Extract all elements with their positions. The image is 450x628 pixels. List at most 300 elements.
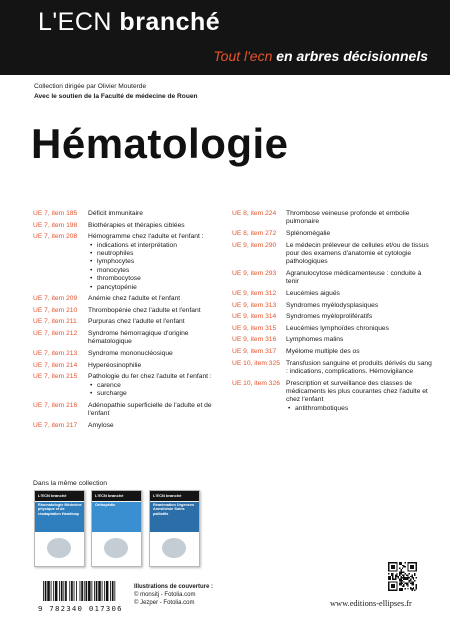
qr-module — [399, 568, 400, 569]
qr-module — [414, 590, 415, 591]
qr-module — [403, 572, 404, 573]
qr-module — [395, 577, 396, 578]
toc-entry — [232, 270, 432, 287]
barcode-bar — [51, 581, 52, 601]
barcode-bar — [114, 581, 115, 601]
qr-module — [414, 573, 415, 574]
qr-module — [407, 585, 408, 586]
toc-entry — [33, 295, 228, 303]
qr-module — [395, 579, 396, 580]
qr-module — [411, 576, 412, 577]
qr-module — [405, 579, 406, 580]
toc-ue-reference: UE 8, item 224 — [232, 210, 277, 217]
qr-module — [388, 579, 389, 580]
toc-ue-reference: UE 7, item 213 — [33, 350, 78, 357]
illustration-credit-1: © monsitj - Fotolia.com — [134, 592, 196, 598]
barcode-bar — [112, 581, 114, 601]
toc-entry — [33, 422, 228, 430]
barcode-bar — [53, 581, 54, 601]
qr-finder-pattern — [391, 565, 395, 569]
isbn: 9 782340 017306 — [38, 604, 123, 613]
toc-ue-reference: UE 10, item 326 — [232, 379, 280, 387]
toc-topic — [88, 330, 228, 347]
collection-label: Dans la même collection — [33, 480, 108, 487]
qr-module — [409, 580, 410, 581]
toc-entry — [232, 348, 432, 356]
book-illustration-shape — [162, 538, 186, 558]
barcode-bar — [59, 581, 60, 601]
barcode-bar — [94, 581, 95, 601]
toc-subtopic: • neutrophiles — [88, 250, 228, 258]
toc-ue-reference: UE 9, item 314 — [232, 313, 277, 321]
illustration-credits-title: Illustrations de couverture : — [134, 584, 214, 590]
barcode-bar — [86, 581, 88, 601]
barcode-bar — [96, 581, 98, 601]
qr-module — [399, 583, 400, 584]
qr-module — [403, 577, 404, 578]
qr-module — [413, 583, 414, 584]
barcode-bar — [102, 581, 103, 601]
barcode-bar — [110, 581, 111, 601]
qr-module — [411, 577, 412, 578]
qr-module — [410, 587, 411, 588]
toc-topic — [286, 336, 432, 344]
qr-module — [402, 568, 403, 569]
toc-subtopic: • indications et interprétation — [88, 242, 228, 250]
qr-module — [394, 579, 395, 580]
qr-module — [388, 573, 389, 574]
toc-ue-reference: UE 9, item 315 — [232, 324, 277, 332]
toc-ue-reference: UE 9, item 316 — [232, 336, 277, 344]
qr-module — [388, 576, 389, 577]
qr-module — [410, 579, 411, 580]
qr-module — [407, 574, 408, 575]
qr-module — [392, 577, 393, 578]
toc-topic — [286, 242, 432, 267]
toc-topic — [88, 233, 228, 292]
book-illustration-shape — [47, 538, 71, 558]
barcode-bar — [65, 581, 67, 601]
qr-module — [402, 583, 403, 584]
qr-module — [411, 581, 412, 582]
qr-module — [399, 580, 400, 581]
toc-entry — [33, 402, 228, 419]
barcode-bar — [81, 581, 83, 601]
toc-ue-reference: UE 7, item 198 — [33, 221, 78, 229]
toc-entry — [33, 307, 228, 315]
toc-entry — [232, 230, 432, 238]
qr-module — [406, 574, 407, 575]
qr-module — [403, 585, 404, 586]
toc-ue-reference: UE 7, item 214 — [33, 361, 78, 369]
toc-entry — [232, 325, 432, 333]
qr-module — [402, 590, 403, 591]
qr-module — [403, 565, 404, 566]
toc-topic — [88, 350, 228, 358]
toc-topic-title: Syndromes myélodysplasiques — [286, 301, 379, 309]
qr-finder-pattern — [391, 584, 395, 588]
qr-module — [405, 588, 406, 589]
qr-module — [414, 580, 415, 581]
toc-topic-title: Purpuras chez l'adulte et l'enfant — [88, 318, 185, 326]
tagline-rest: en arbres décisionnels — [276, 48, 428, 64]
qr-module — [395, 574, 396, 575]
book-title: Réanimation Urgences Anesthésie Soins palliatifs — [153, 503, 195, 516]
toc-ue-reference: UE 7, item 185 — [33, 210, 78, 217]
toc-entry — [33, 222, 228, 230]
qr-module — [400, 579, 401, 580]
qr-module — [411, 574, 412, 575]
barcode-bar — [76, 581, 77, 601]
collection-book-cover — [91, 490, 142, 567]
qr-module — [411, 590, 412, 591]
toc-ue-reference: UE 7, item 208 — [33, 233, 78, 241]
barcode-bar — [88, 581, 91, 601]
toc-entry — [33, 362, 228, 370]
toc-topic — [88, 222, 228, 230]
toc-topic — [88, 307, 228, 315]
barcode-bar — [55, 581, 58, 601]
toc-subtopic: • thrombocytose — [88, 275, 228, 283]
book-illustration — [92, 532, 141, 566]
series-prefix: L'ECN — [38, 8, 112, 36]
book-series-name: L'ECN branché — [153, 493, 182, 498]
credits — [34, 82, 198, 101]
qr-module — [403, 574, 404, 575]
toc-topic-title: Agranulocytose médicamenteuse : conduite à tenir — [286, 270, 422, 286]
qr-code-icon — [388, 562, 417, 591]
qr-module — [402, 577, 403, 578]
qr-module — [400, 562, 401, 563]
toc-topic — [88, 362, 228, 370]
qr-module — [391, 574, 392, 575]
book-title: Orthopédie — [95, 503, 116, 507]
qr-module — [407, 579, 408, 580]
toc-topic-title: Adénopathie superficielle de l'adulte et de l'enfant — [88, 401, 212, 417]
toc-topic — [286, 348, 432, 356]
qr-module — [399, 562, 400, 563]
toc-entry — [33, 233, 228, 292]
toc-topic — [88, 402, 228, 419]
toc-entry — [232, 242, 432, 267]
qr-module — [409, 573, 410, 574]
toc-ue-reference: UE 7, item 217 — [33, 421, 78, 429]
qr-module — [416, 577, 417, 578]
toc-entry — [232, 360, 432, 377]
toc-topic — [286, 313, 432, 321]
qr-module — [406, 577, 407, 578]
book-title: Rhumatologie Médecine physique et de réadaptation Handicap — [38, 503, 82, 516]
qr-module — [411, 583, 412, 584]
qr-module — [400, 563, 401, 564]
toc-entry — [33, 350, 228, 358]
series-bold: branché — [119, 8, 221, 36]
toc-ue-reference: UE 7, item 212 — [33, 330, 78, 337]
toc-ue-reference: UE 9, item 312 — [232, 290, 277, 297]
qr-module — [413, 577, 414, 578]
toc-topic-title: Anémie chez l'adulte et l'enfant — [88, 295, 181, 303]
qr-module — [402, 565, 403, 566]
toc-ue-reference: UE 9, item 313 — [232, 301, 277, 309]
qr-module — [392, 576, 393, 577]
qr-finder-pattern — [410, 565, 414, 569]
toc-subtopic: • surcharge — [88, 390, 228, 398]
qr-module — [413, 588, 414, 589]
barcode-bar — [63, 581, 64, 601]
collection-book-cover — [149, 490, 200, 567]
qr-module — [405, 566, 406, 567]
qr-module — [400, 577, 401, 578]
toc-entry — [33, 318, 228, 326]
toc-topic — [88, 373, 228, 398]
qr-module — [406, 584, 407, 585]
qr-module — [413, 579, 414, 580]
qr-module — [403, 566, 404, 567]
toc-entry — [33, 330, 228, 347]
barcode-bar — [80, 581, 81, 601]
toc-topic-title: Amylose — [88, 421, 114, 429]
book-series-band — [92, 491, 141, 501]
toc-topic-title: Lymphomes malins — [286, 336, 344, 344]
illustration-credits — [134, 583, 213, 607]
qr-module — [400, 590, 401, 591]
qr-module — [402, 572, 403, 573]
book-series-band — [35, 491, 84, 501]
toc-topic — [286, 290, 432, 298]
qr-module — [406, 583, 407, 584]
toc-ue-reference: UE 7, item 216 — [33, 401, 78, 409]
book-illustration — [35, 532, 84, 566]
toc-entry — [232, 313, 432, 321]
toc-topic — [88, 210, 228, 218]
qr-module — [407, 576, 408, 577]
cover-header — [0, 0, 450, 75]
publisher-url[interactable]: www.editions-ellipses.fr — [330, 599, 412, 608]
qr-module — [403, 581, 404, 582]
qr-module — [399, 573, 400, 574]
barcode-bar — [84, 581, 85, 601]
toc-topic — [88, 422, 228, 430]
qr-module — [402, 588, 403, 589]
qr-module — [399, 579, 400, 580]
toc-entry — [232, 380, 432, 414]
qr-module — [405, 562, 406, 563]
qr-module — [399, 563, 400, 564]
qr-module — [403, 579, 404, 580]
illustration-credit-2: © Jezper - Fotolia.com — [134, 600, 195, 606]
toc-topic-title: Syndrome hémorragique d'origine hématologique — [88, 330, 189, 346]
qr-module — [398, 576, 399, 577]
book-series-name: L'ECN branché — [95, 493, 124, 498]
toc-topic — [286, 210, 432, 227]
qr-module — [413, 584, 414, 585]
qr-module — [411, 588, 412, 589]
qr-module — [403, 584, 404, 585]
toc-ue-reference: UE 9, item 317 — [232, 347, 277, 355]
qr-module — [407, 588, 408, 589]
toc-ue-reference: UE 7, item 210 — [33, 306, 78, 314]
qr-module — [399, 572, 400, 573]
qr-module — [392, 579, 393, 580]
qr-module — [400, 570, 401, 571]
toc-subtopic: • lymphocytes — [88, 258, 228, 266]
qr-module — [391, 573, 392, 574]
toc-topic — [286, 230, 432, 238]
toc-topic — [286, 302, 432, 310]
toc-ue-reference: UE 7, item 211 — [33, 318, 77, 326]
qr-module — [409, 577, 410, 578]
qr-module — [416, 588, 417, 589]
toc-topic — [286, 360, 432, 377]
book-illustration-shape — [104, 538, 128, 558]
toc-topic-title: Splénomégalie — [286, 230, 331, 237]
barcode-bar — [91, 581, 92, 601]
qr-module — [410, 576, 411, 577]
tagline-accent: Tout l'ecn — [213, 48, 273, 64]
qr-module — [410, 588, 411, 589]
credits-support: Avec le soutien de la Faculté de médecine de Rouen — [34, 92, 198, 100]
collection-book-cover — [34, 490, 85, 567]
qr-module — [392, 574, 393, 575]
qr-module — [403, 576, 404, 577]
toc-entry — [232, 210, 432, 227]
toc-left-column — [33, 210, 228, 433]
qr-module — [389, 579, 390, 580]
qr-module — [400, 581, 401, 582]
qr-module — [411, 584, 412, 585]
qr-module — [406, 579, 407, 580]
qr-module — [405, 577, 406, 578]
toc-subtopic: • carence — [88, 382, 228, 390]
qr-module — [416, 584, 417, 585]
barcode-icon — [43, 581, 116, 601]
toc-ue-reference: UE 10, item 325 — [232, 359, 280, 367]
qr-module — [413, 587, 414, 588]
qr-module — [389, 576, 390, 577]
barcode-bar — [104, 581, 105, 601]
qr-module — [407, 584, 408, 585]
qr-module — [400, 572, 401, 573]
qr-module — [392, 573, 393, 574]
barcode-bar — [47, 581, 50, 601]
qr-module — [416, 587, 417, 588]
toc-subtopic: • monocytes — [88, 267, 228, 275]
qr-module — [388, 577, 389, 578]
toc-topic — [286, 270, 432, 287]
toc-entry — [232, 290, 432, 298]
toc-topic-title: Déficit immunitaire — [88, 210, 143, 217]
series-title — [38, 8, 220, 37]
toc-topic-title: Thrombopénie chez l'adulte et l'enfant — [88, 306, 201, 314]
page-title: Hématologie — [31, 120, 289, 167]
qr-module — [396, 573, 397, 574]
qr-module — [405, 573, 406, 574]
toc-entry — [33, 373, 228, 398]
toc-ue-reference: UE 8, item 272 — [232, 230, 277, 237]
tagline — [213, 48, 428, 64]
qr-module — [414, 574, 415, 575]
book-series-band — [150, 491, 199, 501]
toc-ue-reference: UE 7, item 215 — [33, 373, 78, 381]
barcode-bar — [98, 581, 101, 601]
qr-module — [407, 583, 408, 584]
toc-topic-title: Biothérapies et thérapies ciblées — [88, 221, 185, 229]
toc-subtopic: • pancytopénie — [88, 284, 228, 292]
toc-topic — [88, 295, 228, 303]
qr-module — [402, 585, 403, 586]
toc-topic — [286, 325, 432, 333]
qr-module — [400, 588, 401, 589]
toc-right-column — [232, 210, 432, 416]
qr-module — [399, 584, 400, 585]
qr-module — [400, 583, 401, 584]
toc-topic-title: Syndromes myéloprolifératifs — [286, 313, 373, 321]
qr-module — [389, 577, 390, 578]
barcode-bar — [61, 581, 63, 601]
qr-module — [400, 573, 401, 574]
qr-module — [405, 583, 406, 584]
qr-module — [402, 574, 403, 575]
toc-topic — [88, 318, 228, 326]
qr-module — [416, 585, 417, 586]
barcode-bar — [69, 581, 70, 601]
qr-module — [399, 588, 400, 589]
qr-module — [396, 574, 397, 575]
qr-module — [400, 584, 401, 585]
barcode-bar — [106, 581, 109, 601]
toc-ue-reference: UE 7, item 209 — [33, 295, 78, 303]
toc-subtopic: • antithrombotiques — [286, 405, 432, 413]
toc-topic-title: Prescription et surveillance des classes de médicaments les plus courantes chez l'adulte et chez l'enfant — [286, 379, 428, 404]
qr-module — [402, 580, 403, 581]
toc-entry — [232, 336, 432, 344]
toc-topic-title: Pathologie du fer chez l'adulte et l'enfant : — [88, 373, 212, 381]
qr-module — [413, 581, 414, 582]
toc-topic-title: Syndrome mononucléosique — [88, 350, 173, 357]
qr-module — [396, 576, 397, 577]
barcode-bar — [74, 581, 75, 601]
toc-topic-title: Transfusion sanguine et produits dérivés du sang : indications, complications. Hémovigilance — [286, 359, 432, 375]
qr-module — [410, 580, 411, 581]
credits-director: Collection dirigée par Olivier Mouterde — [34, 83, 147, 90]
book-illustration — [150, 532, 199, 566]
barcode-bar — [45, 581, 47, 601]
toc-ue-reference: UE 9, item 293 — [232, 270, 277, 277]
toc-topic-title: Leucémies aiguës — [286, 290, 340, 297]
qr-module — [398, 577, 399, 578]
qr-module — [400, 580, 401, 581]
toc-topic-title: Hémogramme chez l'adulte et l'enfant : — [88, 233, 204, 241]
toc-topic-title: Thrombose veineuse profonde et embolie pulmonaire — [286, 210, 410, 226]
qr-module — [400, 569, 401, 570]
toc-topic-title: Myélome multiple des os — [286, 347, 360, 355]
toc-topic-title: Hyperéosinophilie — [88, 361, 142, 369]
qr-module — [399, 574, 400, 575]
qr-module — [399, 590, 400, 591]
qr-module — [407, 577, 408, 578]
toc-entry — [33, 210, 228, 218]
toc-topic-title: Le médecin préleveur de cellules et/ou de tissus pour des examens d'anatomie et cytologie pathologiques — [286, 241, 429, 266]
toc-topic — [286, 380, 432, 414]
toc-topic-title: Leucémies lymphoïdes chroniques — [286, 324, 389, 332]
toc-entry — [232, 302, 432, 310]
barcode-bar — [71, 581, 73, 601]
barcode-bar — [43, 581, 44, 601]
qr-module — [410, 583, 411, 584]
book-series-name: L'ECN branché — [38, 493, 67, 498]
qr-module — [395, 576, 396, 577]
qr-module — [400, 576, 401, 577]
